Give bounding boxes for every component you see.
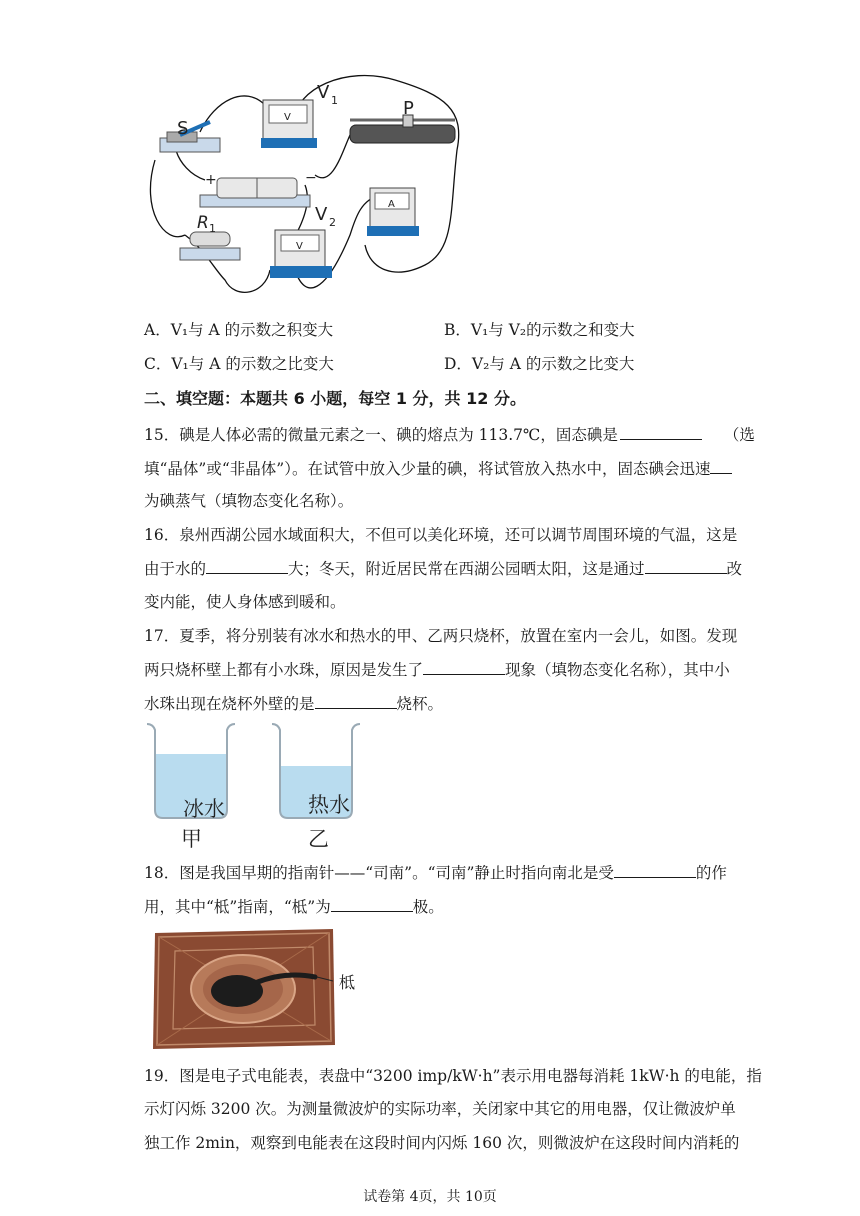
answer-blank[interactable] bbox=[331, 896, 413, 912]
option-a: A．V₁与 A 的示数之积变大 bbox=[144, 321, 334, 339]
beaker-name-label: 乙 bbox=[308, 827, 329, 851]
circuit-diagram bbox=[145, 70, 475, 310]
beaker-content-label: 热水 bbox=[308, 793, 350, 817]
q15-line2: 填“晶体”或“非晶体”）。在试管中放入少量的碘，将试管放入热水中，固态碘会迅速 bbox=[144, 458, 732, 479]
q16-line2: 由于水的 大；冬天，附近居民常在西湖公园晒太阳，这是通过 改 bbox=[144, 560, 743, 578]
pointer-label: 柢 bbox=[339, 973, 356, 992]
answer-blank[interactable] bbox=[645, 558, 727, 574]
beakers-figure bbox=[145, 718, 365, 852]
q19-line1: 19．图是电子式电能表，表盘中“3200 imp/kW·h”表示用电器每消耗 1kW·h 的电能，指 bbox=[144, 1067, 762, 1085]
q18-line1: 18．图是我国早期的指南针——“司南”。“司南”静止时指向南北是受 的作 bbox=[144, 864, 727, 882]
beaker-name-label: 甲 bbox=[181, 827, 202, 851]
svg-text:+: + bbox=[205, 172, 217, 188]
option-b: B．V₁与 V₂的示数之和变大 bbox=[444, 321, 635, 339]
q15-line3: 为碘蒸气（填物态变化名称）。 bbox=[144, 492, 354, 510]
option-c: C．V₁与 A 的示数之比变大 bbox=[144, 355, 334, 373]
svg-text:A: A bbox=[388, 199, 395, 210]
answer-blank[interactable] bbox=[206, 558, 288, 574]
answer-blank[interactable] bbox=[710, 458, 732, 474]
beaker-content-label: 冰水 bbox=[183, 797, 225, 821]
svg-text:R: R bbox=[197, 213, 209, 233]
section-title: 二、填空题：本题共 6 小题，每空 1 分，共 12 分。 bbox=[144, 389, 526, 408]
q19-line2: 示灯闪烁 3200 次。为测量微波炉的实际功率，关闭家中其它的用电器，仅让微波炉单 bbox=[144, 1100, 736, 1118]
svg-text:V: V bbox=[284, 112, 291, 123]
svg-text:1: 1 bbox=[331, 94, 338, 107]
q19-line3: 独工作 2min，观察到电能表在这段时间内闪烁 160 次，则微波炉在这段时间内消耗的 bbox=[144, 1134, 740, 1152]
option-d: D．V₂与 A 的示数之比变大 bbox=[444, 355, 635, 373]
svg-text:V: V bbox=[296, 241, 303, 252]
q16-line1: 16．泉州西湖公园水域面积大，不但可以美化环境，还可以调节周围环境的气温，这是 bbox=[144, 526, 738, 544]
sinan-compass-image bbox=[145, 925, 365, 1053]
q17-line1: 17．夏季，将分别装有冰水和热水的甲、乙两只烧杯，放置在室内一会儿，如图。发现 bbox=[144, 627, 738, 645]
switch-label: S bbox=[177, 118, 189, 139]
q17-line3: 水珠出现在烧杯外壁的是 烧杯。 bbox=[144, 695, 444, 713]
page-footer: 试卷第 4页，共 10页 bbox=[363, 1189, 497, 1205]
svg-text:V: V bbox=[315, 204, 328, 225]
svg-text:2: 2 bbox=[329, 216, 336, 229]
answer-blank[interactable] bbox=[620, 424, 702, 440]
q16-line3: 变内能，使人身体感到暖和。 bbox=[144, 593, 346, 611]
beaker-ice-water bbox=[147, 724, 235, 851]
answer-blank[interactable] bbox=[423, 659, 505, 675]
q15-line1: 15．碘是人体必需的微量元素之一、碘的熔点为 113.7℃，固态碘是 （选 bbox=[144, 426, 755, 444]
answer-blank[interactable] bbox=[315, 693, 397, 709]
svg-text:1: 1 bbox=[209, 222, 216, 235]
answer-blank[interactable] bbox=[614, 862, 696, 878]
svg-text:−: − bbox=[305, 170, 317, 186]
svg-text:V: V bbox=[317, 82, 330, 103]
beaker-hot-water bbox=[272, 724, 360, 851]
q18-line2: 用，其中“柢”指南，“柢”为 极。 bbox=[144, 898, 444, 916]
q17-line2: 两只烧杯壁上都有小水珠，原因是发生了 现象（填物态变化名称），其中小 bbox=[144, 661, 730, 679]
svg-text:P: P bbox=[403, 98, 414, 119]
